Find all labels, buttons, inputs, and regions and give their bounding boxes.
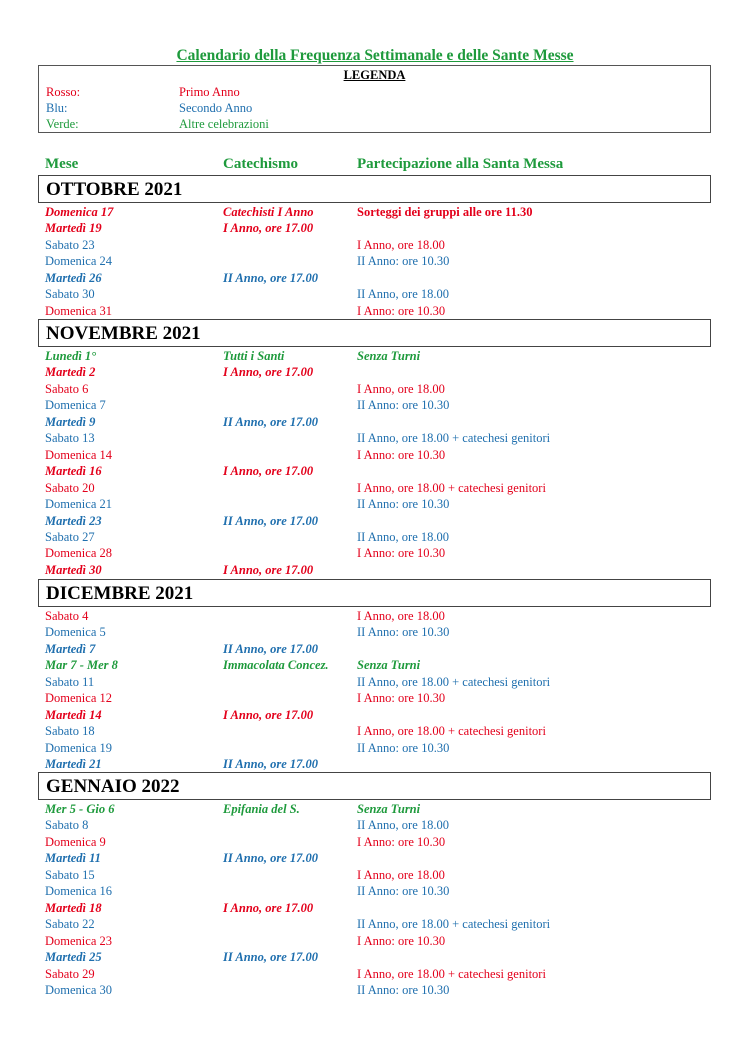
row-date: Domenica 30 [45, 982, 112, 997]
row-messa: I Anno: ore 10.30 [357, 546, 446, 561]
row-messa: I Anno, ore 18.00 + catechesi genitori [357, 480, 546, 495]
month-header [38, 579, 711, 607]
calendar-row [45, 529, 705, 545]
month-header [38, 772, 711, 800]
row-date: Sabato 18 [45, 724, 95, 739]
calendar-row [45, 707, 705, 723]
row-messa: II Anno: ore 10.30 [357, 497, 450, 512]
row-messa: I Anno: ore 10.30 [357, 834, 446, 849]
legend-row-green [46, 116, 646, 132]
row-date: Martedì 25 [45, 950, 102, 965]
calendar-row [45, 253, 705, 269]
calendar-row [45, 723, 705, 739]
row-catechismo: II Anno, ore 17.00 [223, 851, 319, 866]
calendar-row [45, 933, 705, 949]
calendar-row [45, 608, 705, 624]
row-catechismo: I Anno, ore 17.00 [223, 464, 314, 479]
row-messa: I Anno, ore 18.00 [357, 381, 445, 396]
row-catechismo: II Anno, ore 17.00 [223, 757, 319, 772]
row-date: Martedì 7 [45, 641, 96, 656]
calendar-row [45, 850, 705, 866]
calendar-row [45, 348, 705, 364]
month-title: NOVEMBRE 2021 [46, 323, 201, 344]
calendar-row [45, 447, 705, 463]
row-date: Sabato 15 [45, 867, 95, 882]
calendar-row [45, 220, 705, 236]
calendar-row [45, 690, 705, 706]
calendar-row [45, 624, 705, 640]
calendar-row [45, 641, 705, 657]
calendar-row [45, 883, 705, 899]
row-date: Domenica 17 [45, 205, 114, 219]
legend-title: LEGENDA [343, 68, 406, 82]
row-date: Sabato 8 [45, 818, 89, 833]
calendar-row [45, 513, 705, 529]
legend-key: Rosso: [46, 85, 81, 99]
row-date: Mer 5 - Gio 6 [45, 802, 115, 816]
calendar-row [45, 982, 705, 998]
calendar-row [45, 545, 705, 561]
row-date: Domenica 23 [45, 933, 112, 948]
month-header [38, 175, 711, 203]
row-messa: I Anno, ore 18.00 + catechesi genitori [357, 724, 546, 739]
row-messa: II Anno, ore 18.00 [357, 529, 449, 544]
calendar-row [45, 756, 705, 772]
calendar-row [45, 286, 705, 302]
row-messa: II Anno: ore 10.30 [357, 982, 450, 997]
row-date: Domenica 9 [45, 834, 106, 849]
row-date: Domenica 24 [45, 254, 112, 269]
row-messa: II Anno, ore 18.00 + catechesi genitori [357, 917, 551, 932]
row-messa: II Anno, ore 18.00 + catechesi genitori [357, 431, 551, 446]
row-catechismo: Catechisti I Anno [223, 205, 314, 219]
row-date: Domenica 16 [45, 884, 112, 899]
row-messa: II Anno, ore 18.00 + catechesi genitori [357, 674, 551, 689]
legend-value: Primo Anno [179, 85, 240, 99]
row-catechismo: I Anno, ore 17.00 [223, 562, 314, 577]
column-header-mese: Mese [45, 156, 79, 172]
row-catechismo: Epifania del S. [223, 802, 300, 816]
row-date: Domenica 19 [45, 740, 112, 755]
calendar-row [45, 900, 705, 916]
legend-key: Verde: [46, 117, 79, 131]
calendar-row [45, 414, 705, 430]
calendar-row [45, 740, 705, 756]
row-date: Martedì 23 [45, 513, 102, 528]
row-catechismo: I Anno, ore 17.00 [223, 221, 314, 236]
row-messa: II Anno: ore 10.30 [357, 254, 450, 269]
row-date: Sabato 27 [45, 529, 95, 544]
row-date: Domenica 7 [45, 398, 106, 413]
row-messa: I Anno: ore 10.30 [357, 933, 446, 948]
legend-value: Altre celebrazioni [179, 117, 269, 131]
legend-key: Blu: [46, 101, 68, 115]
row-date: Sabato 30 [45, 287, 95, 302]
legend-value: Secondo Anno [179, 101, 253, 115]
row-date: Domenica 31 [45, 303, 112, 318]
calendar-row [45, 674, 705, 690]
row-date: Martedì 9 [45, 414, 96, 429]
row-date: Sabato 23 [45, 237, 95, 252]
calendar-row [45, 562, 705, 578]
row-date: Martedì 11 [45, 851, 101, 866]
row-messa: II Anno: ore 10.30 [357, 884, 450, 899]
calendar-row [45, 430, 705, 446]
row-messa: I Anno, ore 18.00 [357, 237, 445, 252]
row-date: Martedì 14 [45, 707, 102, 722]
row-date: Sabato 20 [45, 480, 95, 495]
column-header-messa: Partecipazione alla Santa Messa [357, 156, 564, 172]
row-messa: I Anno: ore 10.30 [357, 303, 446, 318]
row-messa: I Anno, ore 18.00 + catechesi genitori [357, 966, 546, 981]
row-messa: II Anno: ore 10.30 [357, 740, 450, 755]
calendar-row [45, 817, 705, 833]
calendar-row [45, 867, 705, 883]
calendar-row [45, 270, 705, 286]
row-date: Martedì 18 [45, 900, 102, 915]
row-date: Martedì 19 [45, 221, 102, 236]
row-date: Martedì 21 [45, 757, 102, 772]
row-date: Martedì 2 [45, 365, 96, 380]
row-catechismo: II Anno, ore 17.00 [223, 641, 319, 656]
row-date: Sabato 13 [45, 431, 95, 446]
column-header-catechismo: Catechismo [223, 156, 298, 172]
row-date: Sabato 29 [45, 966, 95, 981]
row-catechismo: I Anno, ore 17.00 [223, 900, 314, 915]
row-messa: Senza Turni [357, 658, 421, 673]
calendar-row [45, 204, 705, 220]
row-messa: I Anno, ore 18.00 [357, 609, 445, 623]
row-date: Martedì 16 [45, 464, 102, 479]
row-date: Domenica 14 [45, 447, 112, 462]
row-messa: II Anno: ore 10.30 [357, 398, 450, 413]
document-title: Calendario della Frequenza Settimanale e delle Sante Messe [176, 47, 574, 64]
calendar-row [45, 364, 705, 380]
legend-box [38, 65, 711, 133]
row-messa: II Anno, ore 18.00 [357, 287, 449, 302]
row-date: Martedì 30 [45, 562, 102, 577]
row-date: Mar 7 - Mer 8 [45, 658, 118, 673]
row-date: Sabato 22 [45, 917, 95, 932]
row-messa: II Anno: ore 10.30 [357, 625, 450, 640]
row-date: Domenica 5 [45, 625, 106, 640]
legend-row-red [46, 84, 646, 100]
calendar-row [45, 801, 705, 817]
calendar-row [45, 397, 705, 413]
row-date: Domenica 21 [45, 497, 112, 512]
row-messa: Sorteggi dei gruppi alle ore 11.30 [357, 205, 533, 219]
calendar-row [45, 480, 705, 496]
row-date: Domenica 28 [45, 546, 112, 561]
row-date: Lunedì 1° [45, 349, 97, 363]
row-date: Sabato 4 [45, 609, 89, 623]
month-title: OTTOBRE 2021 [46, 179, 183, 200]
calendar-row [45, 916, 705, 932]
row-messa: II Anno, ore 18.00 [357, 818, 449, 833]
calendar-row [45, 303, 705, 319]
calendar-row [45, 657, 705, 673]
row-catechismo: II Anno, ore 17.00 [223, 950, 319, 965]
month-title: DICEMBRE 2021 [46, 583, 194, 604]
row-messa: I Anno: ore 10.30 [357, 447, 446, 462]
row-catechismo: II Anno, ore 17.00 [223, 270, 319, 285]
row-catechismo: II Anno, ore 17.00 [223, 513, 319, 528]
row-catechismo: Immacolata Concez. [223, 658, 329, 673]
row-date: Martedì 26 [45, 270, 102, 285]
calendar-row [45, 496, 705, 512]
calendar-row [45, 949, 705, 965]
row-messa: Senza Turni [357, 349, 421, 363]
calendar-row [45, 237, 705, 253]
row-catechismo: II Anno, ore 17.00 [223, 414, 319, 429]
row-messa: I Anno: ore 10.30 [357, 691, 446, 706]
row-date: Domenica 12 [45, 691, 112, 706]
calendar-row [45, 463, 705, 479]
month-header [38, 319, 711, 347]
calendar-row [45, 834, 705, 850]
row-date: Sabato 6 [45, 381, 89, 396]
month-title: GENNAIO 2022 [46, 776, 180, 797]
row-messa: I Anno, ore 18.00 [357, 867, 445, 882]
calendar-row [45, 966, 705, 982]
row-messa: Senza Turni [357, 802, 421, 816]
row-catechismo: Tutti i Santi [223, 349, 285, 363]
row-date: Sabato 11 [45, 674, 95, 689]
calendar-row [45, 381, 705, 397]
row-catechismo: I Anno, ore 17.00 [223, 365, 314, 380]
legend-row-blue [46, 100, 646, 116]
row-catechismo: I Anno, ore 17.00 [223, 707, 314, 722]
